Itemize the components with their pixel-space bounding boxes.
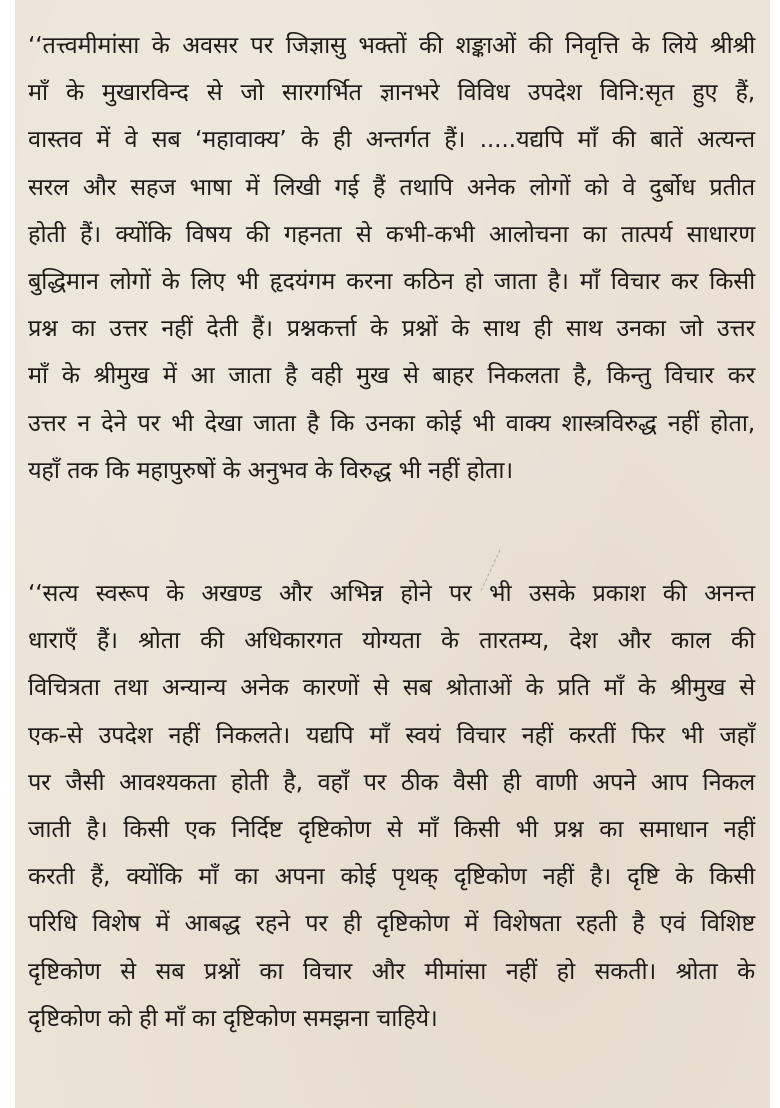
text-line: विचित्रता तथा अन्यान्य अनेक कारणों से सब श्रोताओं के प्रति माँ के श्रीमुख से [28,673,755,702]
text-line: माँ के श्रीमुख में आ जाता है वही मुख से बाहर निकलता है, किन्तु विचार कर [28,361,755,390]
text-line: उत्तर न देने पर भी देखा जाता है कि उनका कोई भी वाक्य शास्त्रविरुद्ध नहीं होता, [28,408,755,437]
paragraph-1 [28,22,755,494]
text-line: ‘‘सत्य स्वरूप के अखण्ड और अभिन्न होने पर भी उसके प्रकाश की अनन्त [28,579,755,607]
text-line: वास्तव में वे सब ‘महावाक्य’ के ही अन्तर्गत हैं। .....यद्यपि माँ की बातें अत्यन्त [28,125,755,154]
text-line: दृष्टिकोण से सब प्रश्नों का विचार और मीमांसा नहीं हो सकती। श्रोता के [28,956,755,985]
text-line: सरल और सहज भाषा में लिखी गई हैं तथापि अनेक लोगों को वे दुर्बोध प्रतीत [28,172,755,201]
text-line: पर जैसी आवश्यकता होती है, वहाँ पर ठीक वैसी ही वाणी अपने आप निकल [28,767,755,796]
text-line: धाराएँ हैं। श्रोता की अधिकारगत योग्यता के तारतम्य, देश और काल की [28,626,755,655]
scanned-book-page [15,0,770,1108]
text-line: प्रश्न का उत्तर नहीं देती हैं। प्रश्नकर्त्ता के प्रश्नों के साथ ही साथ उनका जो उत्तर [28,314,755,343]
text-line: एक-से उपदेश नहीं निकलते। यद्यपि माँ स्वयं विचार नहीं करतीं फिर भी जहाँ [28,720,755,749]
text-line: परिधि विशेष में आबद्ध रहने पर ही दृष्टिकोण में विशेषता रहती है एवं विशिष्ट [28,909,755,938]
text-line: यहाँ तक कि महापुरुषों के अनुभव के विरुद्ध भी नहीं होता। [28,455,513,484]
text-line: होती हैं। क्योंकि विषय की गहनता से कभी-कभी आलोचना का तात्पर्य साधारण [28,219,755,248]
text-line: करती हैं, क्योंकि माँ का अपना कोई पृथक् दृष्टिकोण नहीं है। दृष्टि के किसी [28,862,755,891]
text-line: माँ के मुखारविन्द से जो सारगर्भित ज्ञानभरे विविध उपदेश विनि:सृत हुए हैं, [28,78,755,107]
text-line: बुद्धिमान लोगों के लिए भी हृदयंगम करना कठिन हो जाता है। माँ विचार कर किसी [28,266,755,295]
paragraph-2 [28,570,755,1042]
text-line: ‘‘तत्त्वमीमांसा के अवसर पर जिज्ञासु भक्तों की शङ्काओं की निवृत्ति के लिये श्रीश्री [28,31,755,59]
text-line: जाती है। किसी एक निर्दिष्ट दृष्टिकोण से माँ किसी भी प्रश्न का समाधान नहीं [28,814,755,843]
text-line: दृष्टिकोण को ही माँ का दृष्टिकोण समझना चाहिये। [28,1003,438,1032]
